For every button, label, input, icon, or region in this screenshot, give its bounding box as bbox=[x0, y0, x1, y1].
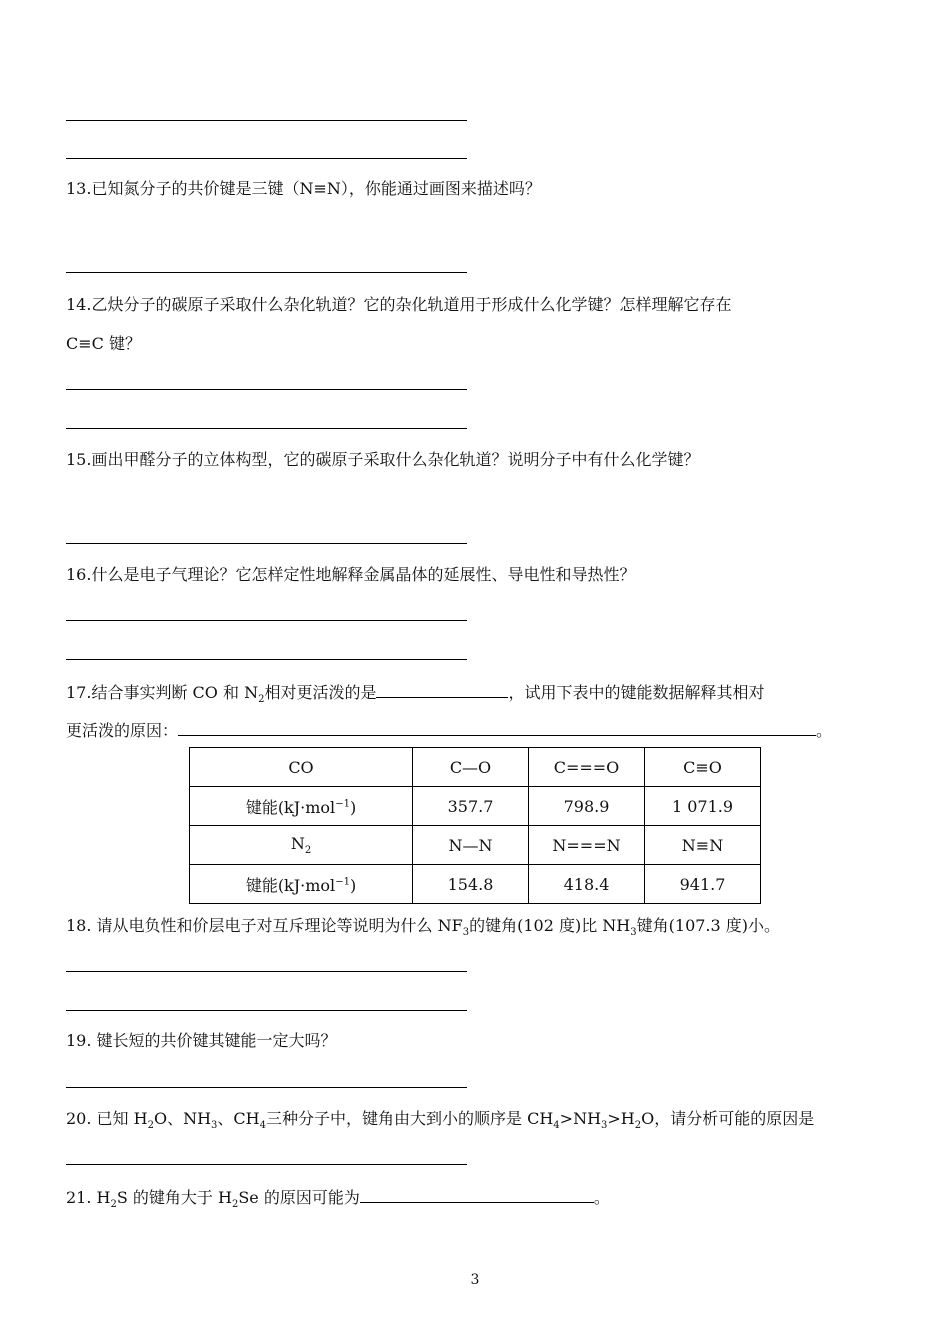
question-20 bbox=[66, 1109, 814, 1136]
answer-line bbox=[66, 120, 467, 121]
q21-c: Se 的原因可能为 bbox=[238, 1188, 360, 1207]
table-cell: N≡N bbox=[645, 826, 761, 865]
q20-d: 三种分子中，键角由大到小的顺序是 CH bbox=[265, 1109, 554, 1128]
table-cell: 941.7 bbox=[645, 865, 761, 904]
q20-s5: 3 bbox=[601, 1120, 608, 1132]
q20-c: 、CH bbox=[217, 1109, 260, 1128]
q20-s2: 3 bbox=[211, 1120, 218, 1132]
q18-s2: 3 bbox=[630, 927, 637, 939]
q18-s1: 3 bbox=[462, 927, 470, 939]
q20-f: >H bbox=[607, 1109, 635, 1128]
question-13: 13.已知氮分子的共价键是三键（N≡N），你能通过画图来描述吗？ bbox=[66, 179, 541, 198]
table-row bbox=[190, 865, 761, 904]
table-cell bbox=[190, 826, 413, 865]
answer-line bbox=[66, 1087, 467, 1088]
q17-line2-label: 更活泼的原因： bbox=[66, 721, 179, 740]
q21-b: S 的键角大于 H bbox=[116, 1188, 232, 1207]
bond-energy-table bbox=[189, 747, 761, 904]
page-number: 3 bbox=[470, 1272, 480, 1288]
q17-text-a: 17.结合事实判断 CO 和 N bbox=[66, 683, 259, 702]
q20-e: >NH bbox=[559, 1109, 602, 1128]
table-cell: 357.7 bbox=[413, 787, 529, 826]
question-17-line2 bbox=[66, 719, 832, 741]
table-cell: 154.8 bbox=[413, 865, 529, 904]
q20-a: 20. 已知 H bbox=[66, 1109, 148, 1128]
answer-line bbox=[66, 620, 467, 621]
question-19: 19. 键长短的共价键其键能一定大吗？ bbox=[66, 1031, 337, 1050]
question-21 bbox=[66, 1186, 610, 1215]
q18-a: 18. 请从电负性和价层电子对互斥理论等说明为什么 NF bbox=[66, 916, 463, 935]
q17-blank-1 bbox=[376, 681, 508, 698]
q18-c: 键角(107.3 度)小。 bbox=[636, 916, 781, 935]
answer-line bbox=[66, 543, 467, 544]
q17-blank-2 bbox=[178, 719, 816, 736]
q20-s6: 2 bbox=[634, 1120, 642, 1132]
table-cell bbox=[190, 787, 413, 826]
answer-line bbox=[66, 389, 467, 390]
r3-sub: 2 bbox=[304, 845, 312, 857]
answer-line bbox=[66, 1164, 467, 1165]
table-cell: N===N bbox=[529, 826, 645, 865]
table-cell: 1 071.9 bbox=[645, 787, 761, 826]
table-row bbox=[190, 748, 761, 787]
q17-line2-end: 。 bbox=[816, 721, 833, 740]
question-17-line1 bbox=[66, 681, 764, 710]
answer-line bbox=[66, 659, 467, 660]
q17-text-b: 相对更活泼的是 bbox=[264, 683, 377, 702]
q17-text-c: ，试用下表中的键能数据解释其相对 bbox=[508, 683, 765, 702]
r4-label: 键能(kJ·mol bbox=[245, 875, 336, 895]
question-16: 16.什么是电子气理论？它怎样定性地解释金属晶体的延展性、导电性和导热性？ bbox=[66, 565, 636, 584]
table-cell: C===O bbox=[529, 748, 645, 787]
q20-b: O、NH bbox=[153, 1109, 212, 1128]
table-cell bbox=[190, 865, 413, 904]
table-cell: CO bbox=[190, 748, 413, 787]
answer-line bbox=[66, 1010, 467, 1011]
q21-a: 21. H bbox=[66, 1188, 111, 1207]
question-15: 15.画出甲醛分子的立体构型，它的碳原子采取什么杂化轨道？说明分子中有什么化学键？ bbox=[66, 450, 700, 469]
q20-s1: 2 bbox=[147, 1120, 154, 1132]
q17-sub: 2 bbox=[258, 694, 265, 706]
r4-close: ) bbox=[349, 875, 357, 895]
r3-label: N bbox=[290, 833, 305, 853]
r2-close: ) bbox=[349, 797, 357, 817]
q20-g: O，请分析可能的原因是 bbox=[641, 1109, 815, 1128]
question-14-line2: C≡C 键？ bbox=[66, 334, 141, 353]
r2-label: 键能(kJ·mol bbox=[245, 797, 336, 817]
answer-line bbox=[66, 971, 467, 972]
table-cell: N—N bbox=[413, 826, 529, 865]
question-14-line1: 14.乙炔分子的碳原子采取什么杂化轨道？它的杂化轨道用于形成什么化学键？怎样理解它存在 bbox=[66, 295, 732, 314]
q18-b: 的键角(102 度)比 NH bbox=[469, 916, 631, 935]
q21-s1: 2 bbox=[110, 1199, 117, 1211]
table-cell: 418.4 bbox=[529, 865, 645, 904]
table-cell: 798.9 bbox=[529, 787, 645, 826]
q21-blank bbox=[360, 1186, 594, 1203]
q21-s2: 2 bbox=[231, 1199, 239, 1211]
q20-s4: 4 bbox=[553, 1120, 560, 1132]
table-cell: C—O bbox=[413, 748, 529, 787]
answer-line bbox=[66, 272, 467, 273]
answer-line bbox=[66, 158, 467, 159]
table-cell: C≡O bbox=[645, 748, 761, 787]
table-row bbox=[190, 787, 761, 826]
q21-end: 。 bbox=[593, 1188, 610, 1207]
question-18 bbox=[66, 916, 780, 943]
table-row bbox=[190, 826, 761, 865]
answer-line bbox=[66, 428, 467, 429]
r4-sup: −1 bbox=[335, 876, 350, 888]
q20-s3: 4 bbox=[259, 1120, 266, 1132]
r2-sup: −1 bbox=[335, 798, 350, 810]
